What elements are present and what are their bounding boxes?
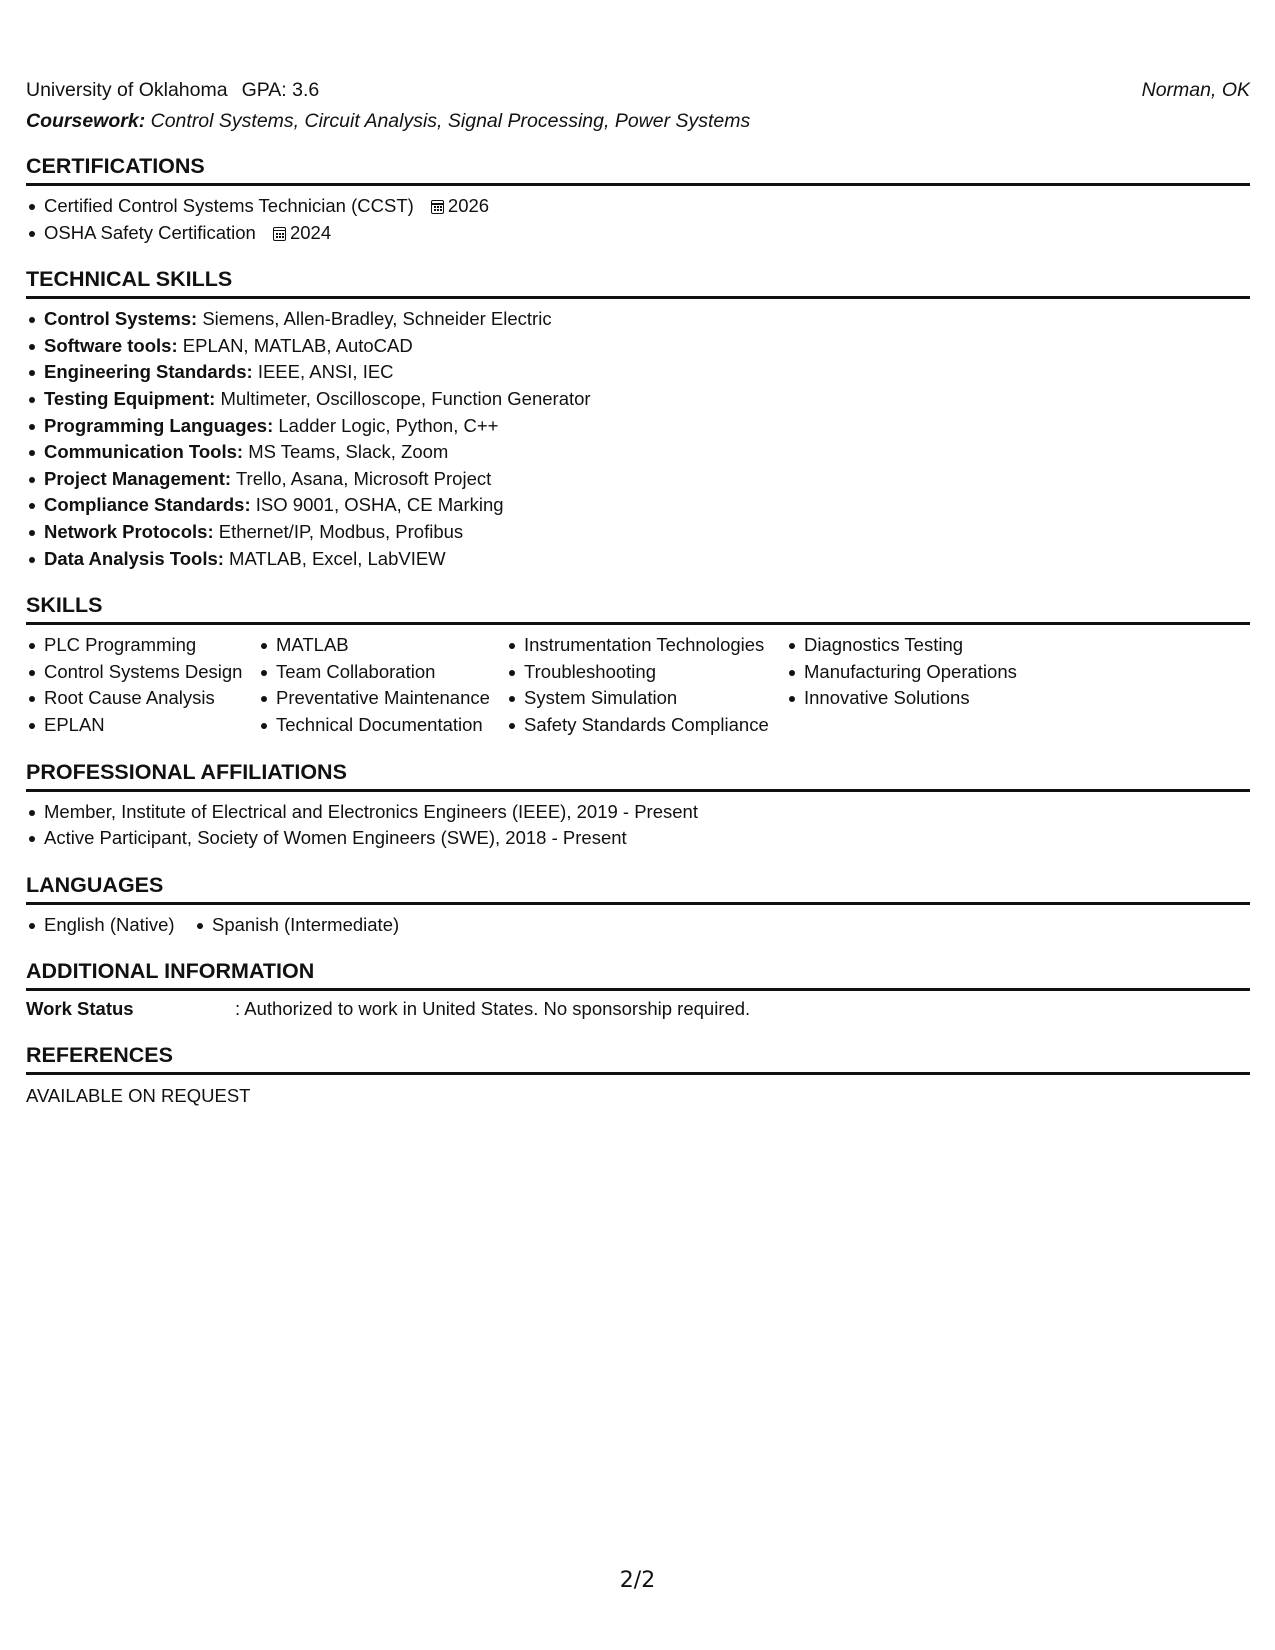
education-line [26,78,1250,102]
list-item: English (Native) [26,912,194,939]
section-title-certifications: CERTIFICATIONS [26,153,1250,186]
list-item: Troubleshooting [506,659,786,686]
section-title-languages: LANGUAGES [26,872,1250,905]
list-item: Manufacturing Operations [786,659,1086,686]
references-section [26,1042,1250,1109]
skill-values: IEEE, ANSI, IEC [257,361,394,383]
gpa: GPA: 3.6 [241,79,320,101]
calendar-icon [273,227,286,241]
skill-values: Multimeter, Oscilloscope, Function Generator [220,387,591,409]
resume-page [26,78,1250,1109]
list-item: Active Participant, Society of Women Engineers (SWE), 2018 - Present [26,825,1250,852]
page-number: 2/2 [619,1568,656,1593]
work-status-row [26,996,1250,1022]
list-item: Spanish (Intermediate) [194,912,399,939]
certification-year: 2026 [447,195,490,216]
list-item [26,519,1250,546]
list-item: PLC Programming [26,632,258,659]
languages-section [26,872,1250,939]
list-item [26,413,1250,440]
school-name: University of Oklahoma [26,79,228,101]
skill-category: Compliance Standards: [44,494,251,516]
list-item: System Simulation [506,685,786,712]
additional-info-section [26,958,1250,1022]
list-item: Root Cause Analysis [26,685,258,712]
skill-category: Engineering Standards: [44,361,253,383]
skill-category: Testing Equipment: [44,387,216,409]
skill-category: Communication Tools: [44,441,244,463]
certification-name: Certified Control Systems Technician (CCST) [44,195,414,216]
list-item: Control Systems Design [26,659,258,686]
references-text: AVAILABLE ON REQUEST [26,1085,251,1107]
calendar-icon [431,200,444,214]
skills-section [26,592,1250,738]
certification-year: 2024 [289,221,332,243]
list-item [26,466,1250,493]
languages-row [26,912,1250,939]
skill-values: MATLAB, Excel, LabVIEW [229,547,446,569]
list-item [26,359,1250,386]
list-item: Safety Standards Compliance [506,712,786,739]
section-title-skills: SKILLS [26,592,1250,625]
section-title-affiliations: PROFESSIONAL AFFILIATIONS [26,759,1250,792]
list-item [26,439,1250,466]
certifications-section [26,153,1250,246]
skills-column [26,632,258,738]
list-item [26,492,1250,519]
list-item [26,386,1250,413]
work-status-value: : Authorized to work in United States. No sponsorship required. [235,998,751,1020]
skill-category: Programming Languages: [44,414,274,436]
list-item: Diagnostics Testing [786,632,1086,659]
list-item: Innovative Solutions [786,685,1086,712]
list-item: Team Collaboration [258,659,506,686]
technical-skills-section [26,266,1250,572]
list-item [26,220,1250,247]
coursework [26,109,1250,133]
skill-category: Data Analysis Tools: [44,547,224,569]
affiliations-list [26,799,1250,852]
skill-category: Software tools: [44,334,178,356]
list-item: MATLAB [258,632,506,659]
skill-values: MS Teams, Slack, Zoom [248,441,449,463]
section-title-additional-info: ADDITIONAL INFORMATION [26,958,1250,991]
list-item: Instrumentation Technologies [506,632,786,659]
list-item [26,306,1250,333]
list-item: Technical Documentation [258,712,506,739]
skills-column [786,632,1086,738]
skills-column [258,632,506,738]
certifications-list [26,193,1250,246]
skills-grid [26,632,1250,738]
skill-category: Project Management: [44,467,232,489]
skill-values: Siemens, Allen-Bradley, Schneider Electric [202,308,552,330]
list-item [26,333,1250,360]
skill-values: Ethernet/IP, Modbus, Profibus [218,520,464,542]
skill-values: Ladder Logic, Python, C++ [278,414,499,436]
list-item [26,193,1250,220]
coursework-list: Control Systems, Circuit Analysis, Signal Processing, Power Systems [150,110,751,132]
technical-skills-list [26,306,1250,572]
skill-category: Network Protocols: [44,520,214,542]
list-item [26,546,1250,573]
work-status-label: Work Status [26,998,134,1020]
list-item: Member, Institute of Electrical and Electronics Engineers (IEEE), 2019 - Present [26,799,1250,826]
certification-name: OSHA Safety Certification [44,221,256,243]
affiliations-section [26,759,1250,852]
school-location: Norman, OK [1141,79,1250,101]
skill-values: Trello, Asana, Microsoft Project [235,467,492,489]
skills-column [506,632,786,738]
coursework-label: Coursework: [26,110,146,132]
section-title-references: REFERENCES [26,1042,1250,1075]
list-item: EPLAN [26,712,258,739]
skill-category: Control Systems: [44,308,198,330]
skill-values: EPLAN, MATLAB, AutoCAD [182,334,413,356]
list-item: Preventative Maintenance [258,685,506,712]
section-title-technical-skills: TECHNICAL SKILLS [26,266,1250,299]
skill-values: ISO 9001, OSHA, CE Marking [255,494,504,516]
